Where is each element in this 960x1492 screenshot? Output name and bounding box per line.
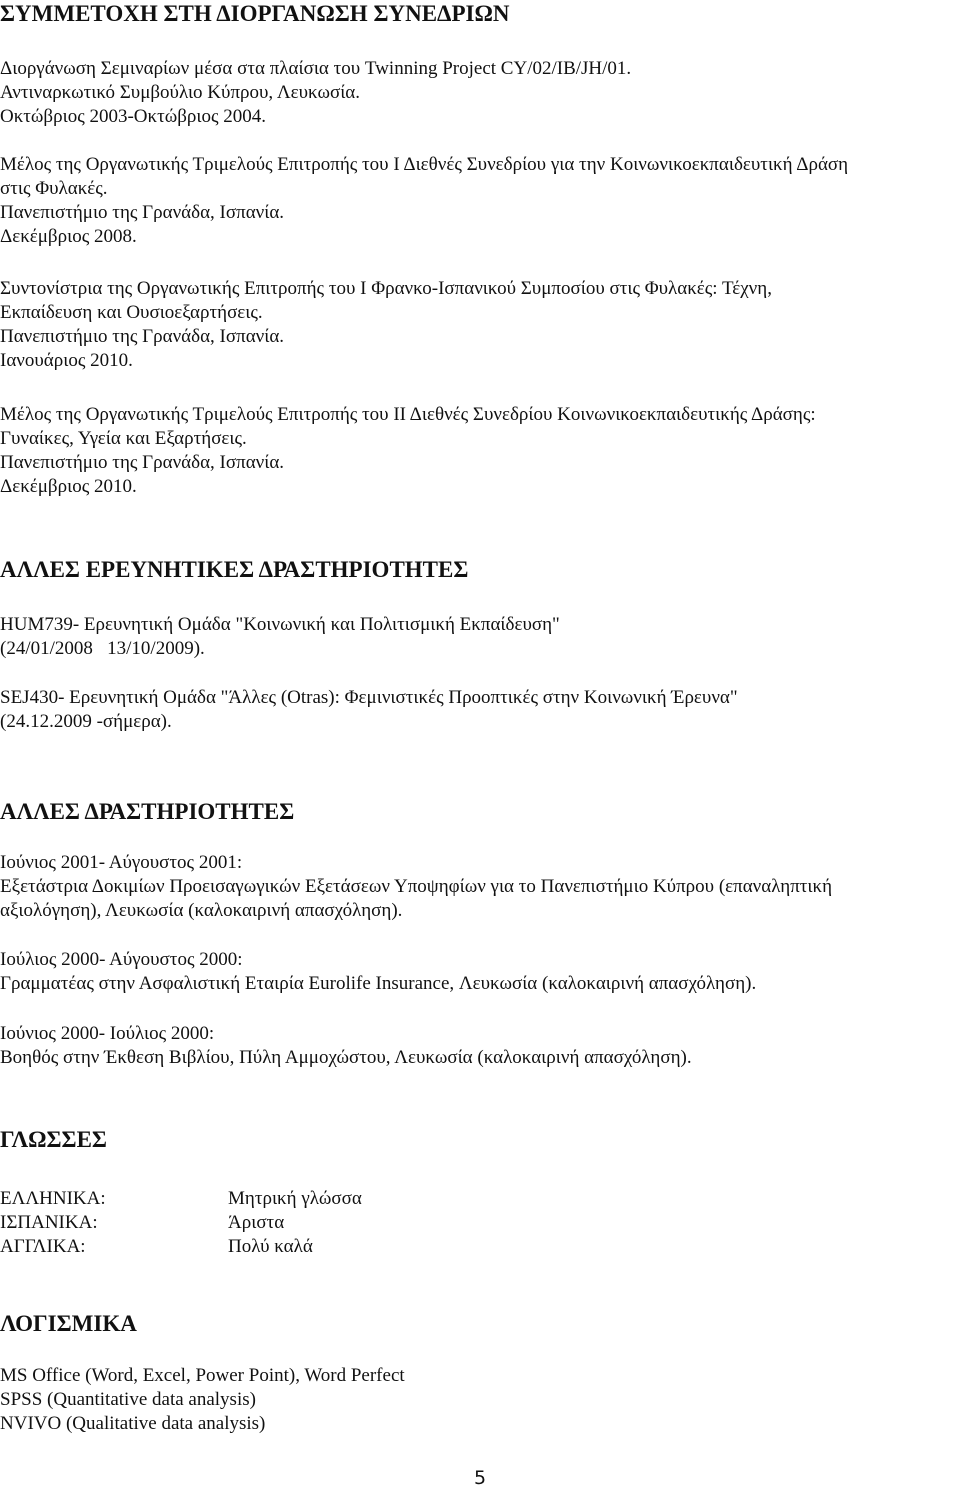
- entry-line: Πανεπιστήμιο της Γρανάδα, Ισπανία.: [0, 452, 285, 473]
- participation-entry: [0, 153, 848, 249]
- entry-line: στις Φυλακές.: [0, 178, 108, 199]
- entry-line: Δεκέμβριος 2010.: [0, 476, 137, 497]
- other-entry: [0, 948, 756, 996]
- entry-line: Συντονίστρια της Οργανωτικής Επιτροπής του Ι Φρανκο-Ισπανικού Συμποσίου στις Φυλακές: Τέχνη,: [0, 278, 772, 299]
- language-level: Άριστα: [228, 1212, 285, 1233]
- page-number: 5: [474, 1467, 487, 1489]
- entry-line: Ιανουάριος 2010.: [0, 350, 133, 371]
- entry-line: Πανεπιστήμιο της Γρανάδα, Ισπανία.: [0, 202, 285, 223]
- language-row: [0, 1235, 362, 1259]
- section-heading-software: ΛΟΓΙΣΜΙΚΑ: [0, 1311, 137, 1336]
- entry-line: Εξετάστρια Δοκιμίων Προεισαγωγικών Εξετάσεων Υποψηφίων για το Πανεπιστήμιο Κύπρου (επαναληπτική: [0, 876, 833, 897]
- languages-table: [0, 1187, 362, 1259]
- research-entry: [0, 686, 738, 734]
- entry-line: Μέλος της Οργανωτικής Τριμελούς Επιτροπής του ΙΙ Διεθνές Συνεδρίου Κοινωνικοεκπαιδευτικής Δράσης:: [0, 404, 816, 425]
- entry-line: Ιούνιος 2000- Ιούλιος 2000:: [0, 1023, 215, 1044]
- language-row: [0, 1211, 362, 1235]
- section-heading-participation: ΣΥΜΜΕΤΟΧΗ ΣΤΗ ΔΙΟΡΓΑΝΩΣΗ ΣΥΝΕΔΡΙΩΝ: [0, 1, 510, 26]
- other-entry: [0, 851, 832, 923]
- entry-line: SEJ430- Ερευνητική Ομάδα "Άλλες (Otras): Φεμινιστικές Προοπτικές στην Κοινωνική Έρευνα": [0, 687, 738, 708]
- language-name: ΑΓΓΛΙΚΑ:: [0, 1236, 86, 1257]
- entry-line: Γραμματέας στην Ασφαλιστική Εταιρία Eurolife Insurance, Λευκωσία (καλοκαιρινή απασχόληση).: [0, 973, 757, 994]
- language-level: Μητρική γλώσσα: [228, 1188, 362, 1209]
- entry-line: Πανεπιστήμιο της Γρανάδα, Ισπανία.: [0, 326, 285, 347]
- section-heading-research: ΑΛΛΕΣ ΕΡΕΥΝΗΤΙΚΕΣ ΔΡΑΣΤΗΡΙΟΤΗΤΕΣ: [0, 557, 469, 582]
- entry-line: Μέλος της Οργανωτικής Τριμελούς Επιτροπής του Ι Διεθνές Συνεδρίου για την Κοινωνικοεκπαιδευτική Δράση: [0, 154, 849, 175]
- entry-line: (24/01/2008 13/10/2009).: [0, 638, 205, 659]
- entry-line: Αντιναρκωτικό Συμβούλιο Κύπρου, Λευκωσία.: [0, 82, 361, 103]
- language-row: [0, 1187, 362, 1211]
- entry-line: Διοργάνωση Σεμιναρίων μέσα στα πλαίσια του Twinning Project CY/02/IB/JH/01.: [0, 58, 632, 79]
- entry-line: Γυναίκες, Υγεία και Εξαρτήσεις.: [0, 428, 247, 449]
- entry-line: HUM739- Ερευνητική Ομάδα "Κοινωνική και Πολιτισμική Εκπαίδευση": [0, 614, 560, 635]
- language-level: Πολύ καλά: [228, 1236, 313, 1257]
- software-item: MS Office (Word, Excel, Power Point), Word Perfect: [0, 1365, 405, 1386]
- entry-line: Δεκέμβριος 2008.: [0, 226, 137, 247]
- research-entry: [0, 613, 560, 661]
- participation-entry: [0, 277, 772, 373]
- section-heading-other: ΑΛΛΕΣ ΔΡΑΣΤΗΡΙΟΤΗΤΕΣ: [0, 799, 295, 824]
- language-name: ΕΛΛΗΝΙΚΑ:: [0, 1188, 106, 1209]
- entry-line: Ιούνιος 2001- Αύγουστος 2001:: [0, 852, 243, 873]
- software-item: NVIVO (Qualitative data analysis): [0, 1413, 266, 1434]
- entry-line: Οκτώβριος 2003-Οκτώβριος 2004.: [0, 106, 267, 127]
- entry-line: αξιολόγηση), Λευκωσία (καλοκαιρινή απασχόληση).: [0, 900, 403, 921]
- software-list: [0, 1364, 405, 1436]
- software-item: SPSS (Quantitative data analysis): [0, 1389, 256, 1410]
- section-heading-languages: ΓΛΩΣΣΕΣ: [0, 1127, 107, 1152]
- participation-entry: [0, 57, 631, 129]
- other-entry: [0, 1022, 692, 1070]
- entry-line: (24.12.2009 -σήμερα).: [0, 711, 172, 732]
- entry-line: Βοηθός στην Έκθεση Βιβλίου, Πύλη Αμμοχώστου, Λευκωσία (καλοκαιρινή απασχόληση).: [0, 1047, 692, 1068]
- entry-line: Εκπαίδευση και Ουσιοεξαρτήσεις.: [0, 302, 263, 323]
- entry-line: Ιούλιος 2000- Αύγουστος 2000:: [0, 949, 243, 970]
- language-name: ΙΣΠΑΝΙΚΑ:: [0, 1212, 98, 1233]
- participation-entry: [0, 403, 816, 499]
